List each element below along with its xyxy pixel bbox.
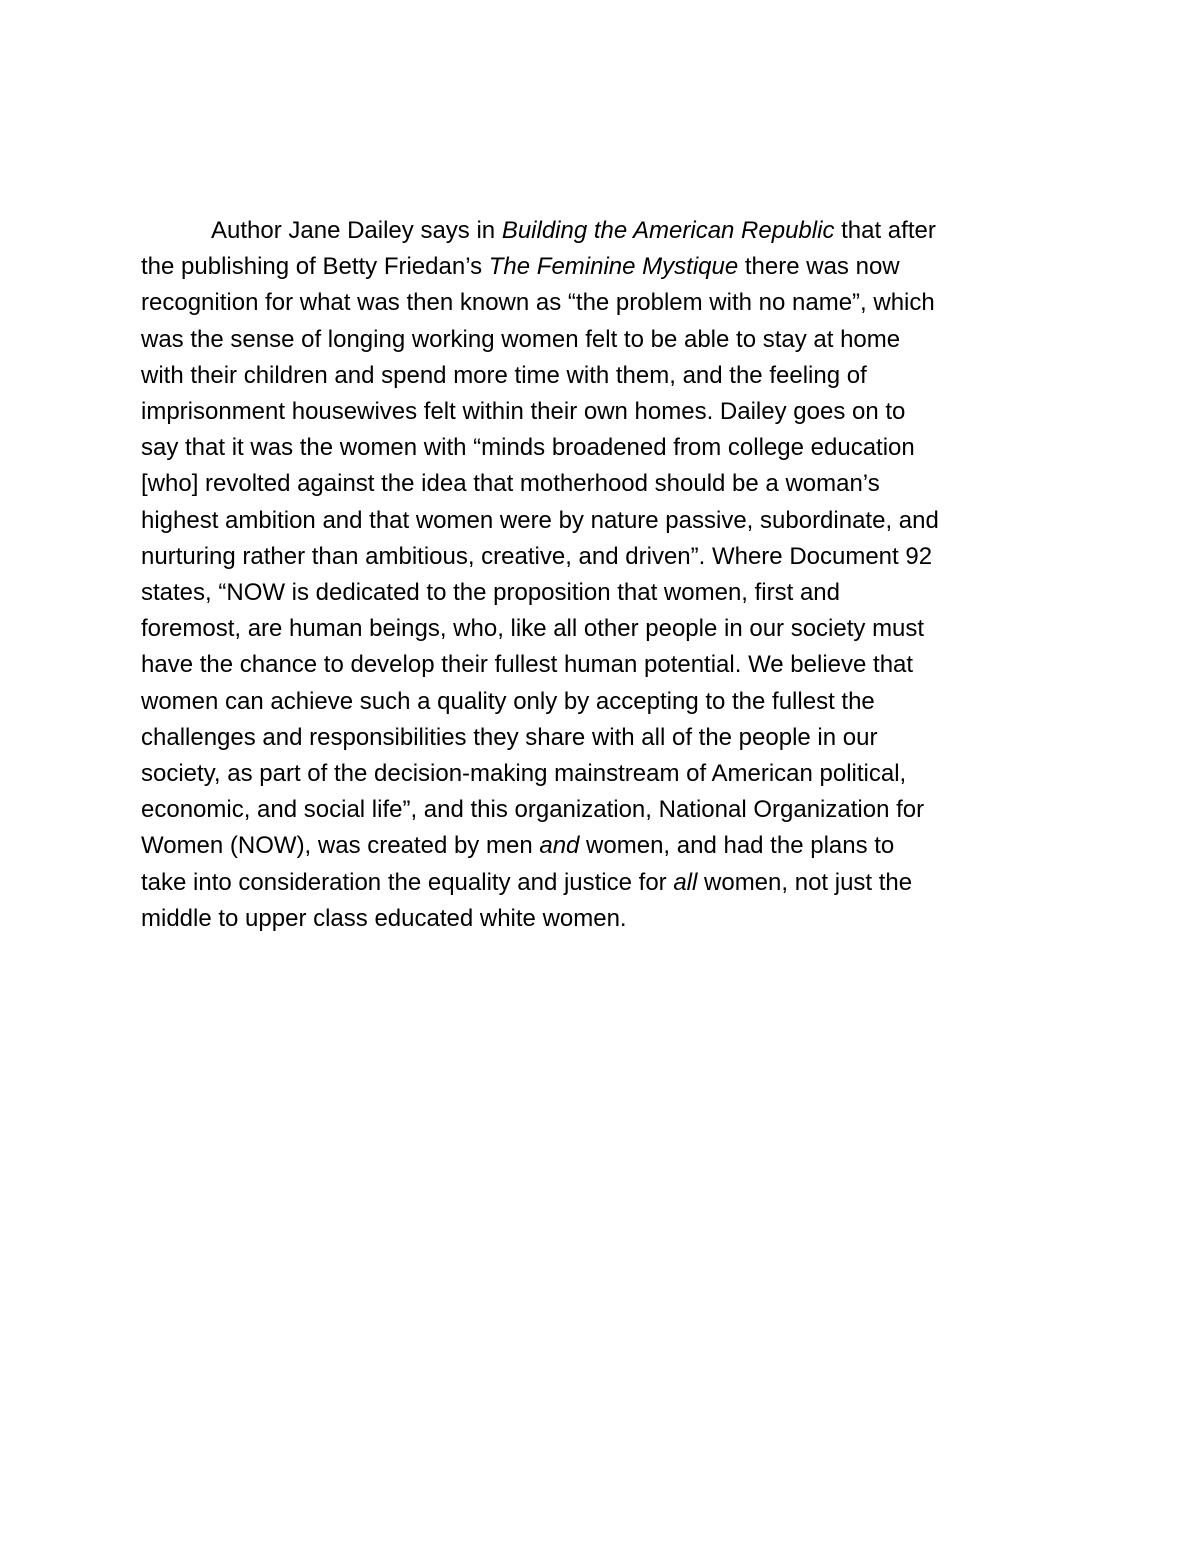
text-span: that after	[834, 217, 936, 244]
text-span: there was now	[738, 253, 900, 281]
paragraph-line: highest ambition and that women were by nature passive, subordinate, and	[141, 506, 939, 534]
paragraph-line: say that it was the women with “minds broadened from college education	[141, 434, 915, 462]
text-span: the publishing of Betty Friedan’s	[141, 253, 489, 281]
paragraph-line	[141, 828, 1071, 864]
paragraph-line: middle to upper class educated white women.	[141, 904, 627, 932]
paragraph-line: [who] revolted against the idea that motherhood should be a woman’s	[141, 470, 880, 498]
paragraph-line: women can achieve such a quality only by accepting to the fullest the	[141, 687, 875, 715]
paragraph-line: with their children and spend more time with them, and the feeling of	[141, 361, 867, 389]
paragraph-line: nurturing rather than ambitious, creative, and driven”. Where Document 92	[141, 542, 933, 570]
emphasis-all: all	[673, 868, 698, 896]
paragraph-line	[141, 249, 1071, 285]
book-title-building-the-american-republic: Building the American Republic	[501, 217, 835, 244]
paragraph-line: society, as part of the decision-making mainstream of American political,	[141, 760, 907, 788]
text-span: take into consideration the equality and justice for	[141, 868, 674, 896]
paragraph-line: recognition for what was then known as “the problem with no name”, which	[141, 289, 935, 317]
body-paragraph	[141, 213, 1071, 937]
paragraph-line: have the chance to develop their fullest human potential. We believe that	[141, 651, 914, 679]
text-span: Women (NOW), was created by men	[141, 832, 540, 860]
paragraph-line	[141, 213, 1071, 249]
book-title-the-feminine-mystique: The Feminine Mystique	[488, 253, 739, 281]
paragraph-line: imprisonment housewives felt within their own homes. Dailey goes on to	[141, 398, 906, 426]
paragraph-line: economic, and social life”, and this organization, National Organization for	[141, 796, 925, 824]
text-span: Author Jane Dailey says in	[211, 217, 502, 244]
paragraph-line: was the sense of longing working women felt to be able to stay at home	[141, 325, 901, 353]
emphasis-and: and	[539, 832, 580, 860]
paragraph-line	[141, 865, 1071, 901]
text-span: women, and had the plans to	[579, 832, 895, 860]
paragraph-line: foremost, are human beings, who, like all other people in our society must	[141, 615, 925, 643]
text-span: women, not just the	[697, 868, 913, 896]
paragraph-line: states, “NOW is dedicated to the proposition that women, first and	[141, 579, 840, 607]
paragraph-line: challenges and responsibilities they share with all of the people in our	[141, 723, 878, 751]
